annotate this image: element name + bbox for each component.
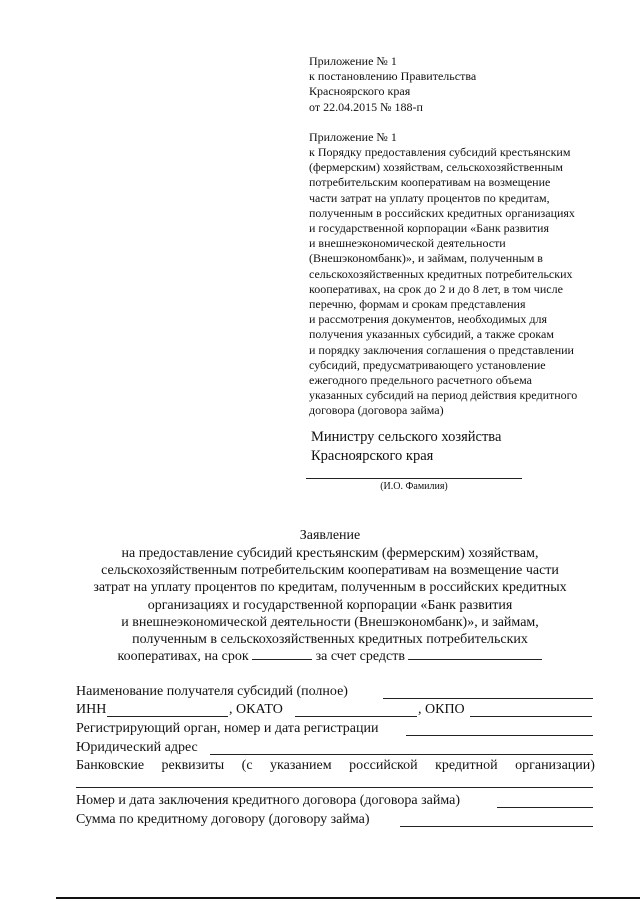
- statement-line: и внешнеэкономической деятельности (Внешэкономбанк)», и займам,: [121, 614, 539, 630]
- inn-blank[interactable]: [107, 716, 228, 717]
- signature-caption: (И.О. Фамилия): [380, 481, 448, 492]
- bank-word: кредитной: [435, 758, 498, 773]
- bank-details-blank[interactable]: [76, 787, 593, 788]
- addressee-line: Министру сельского хозяйства: [311, 429, 502, 445]
- addressee: [311, 428, 501, 466]
- order-line: договора (договора займа): [309, 403, 444, 418]
- appendix-block: [309, 54, 577, 419]
- funds-blank[interactable]: [408, 648, 542, 660]
- legal-address-blank[interactable]: [210, 754, 593, 755]
- statement-text: [30, 545, 630, 665]
- order-line: и рассмотрения документов, необходимых для: [309, 312, 548, 327]
- appendix-line: Красноярского края: [309, 84, 411, 99]
- registration-blank[interactable]: [406, 735, 593, 736]
- order-line: потребительским кооперативам на возмещение: [309, 175, 551, 190]
- order-line: к Порядку предоставления субсидий крестьянским: [309, 145, 571, 160]
- bank-word: Банковские: [76, 758, 145, 773]
- okpo-blank[interactable]: [470, 716, 592, 717]
- bank-word: (с: [241, 758, 253, 773]
- credit-sum-label: Сумма по кредитному договору (договору займа): [76, 812, 370, 827]
- statement-line: сельскохозяйственным потребительским кооперативам на возмещение части: [101, 563, 559, 579]
- bank-word: указанием: [270, 758, 332, 773]
- appendix-line: к постановлению Правительства: [309, 69, 477, 84]
- order-line: (Внешэкономбанк)», и займам, полученным в: [309, 251, 543, 266]
- bank-word: российской: [349, 758, 418, 773]
- order-line: субсидий, предусматривающего установление: [309, 357, 546, 372]
- okato-blank[interactable]: [295, 716, 417, 717]
- order-line: (фермерским) хозяйствам, сельскохозяйственным: [309, 160, 563, 175]
- inn-label: ИНН: [76, 702, 107, 717]
- funds-label: за счет средств: [315, 649, 405, 665]
- page-bottom-rule: [56, 897, 640, 899]
- order-line: и государственной корпорации «Банк развития: [309, 221, 549, 236]
- recipient-name-label: Наименование получателя субсидий (полное): [76, 684, 348, 699]
- statement-line: организациях и государственной корпорации «Банк развития: [147, 597, 513, 613]
- statement-line-term: [30, 648, 630, 665]
- legal-address-label: Юридический адрес: [76, 740, 198, 755]
- order-line: получения указанных субсидий, а также срокам: [309, 327, 554, 342]
- order-line: и внешнеэкономической деятельности: [309, 236, 506, 251]
- credit-contract-label: Номер и дата заключения кредитного договора (договора займа): [76, 793, 461, 808]
- statement-line: полученным в сельскохозяйственных кредитных потребительских: [132, 632, 528, 648]
- statement-line: на предоставление субсидий крестьянским (фермерским) хозяйствам,: [121, 546, 539, 561]
- order-line: Приложение № 1: [309, 129, 397, 144]
- order-line: полученным в российских кредитных организациях: [309, 205, 575, 220]
- term-label: кооперативах, на срок: [117, 649, 249, 665]
- credit-sum-blank[interactable]: [400, 826, 593, 827]
- bank-details-label: [76, 758, 595, 774]
- appendix-line: Приложение № 1: [309, 54, 397, 68]
- order-line: ежегодного предельного расчетного объема: [309, 373, 532, 388]
- order-line: и порядку заключения соглашения о представлении: [309, 342, 574, 357]
- order-line: сельскохозяйственных кредитных потребительских: [309, 266, 573, 281]
- signature-line[interactable]: [306, 478, 522, 479]
- order-line: части затрат на уплату процентов по кредитам,: [309, 190, 550, 205]
- okato-label: , ОКАТО: [229, 702, 283, 717]
- order-line: кооперативах, на срок до 2 и до 8 лет, в том числе: [309, 281, 563, 296]
- bank-word: реквизиты: [161, 758, 225, 773]
- order-line: перечню, формам и срокам представления: [309, 297, 526, 312]
- addressee-line: Красноярского края: [311, 448, 434, 464]
- document-heading: Заявление: [299, 528, 361, 543]
- appendix-line: от 22.04.2015 № 188-п: [309, 99, 423, 114]
- recipient-name-blank[interactable]: [383, 698, 593, 699]
- order-line: указанных субсидий на период действия кредитного: [309, 388, 578, 403]
- credit-contract-blank[interactable]: [497, 807, 593, 808]
- okpo-label: , ОКПО: [418, 702, 465, 717]
- term-blank[interactable]: [252, 648, 312, 660]
- registration-label: Регистрирующий орган, номер и дата регистрации: [76, 721, 379, 736]
- statement-line: затрат на уплату процентов по кредитам, полученным в российских кредитных: [93, 580, 567, 596]
- bank-word: организации): [515, 758, 595, 773]
